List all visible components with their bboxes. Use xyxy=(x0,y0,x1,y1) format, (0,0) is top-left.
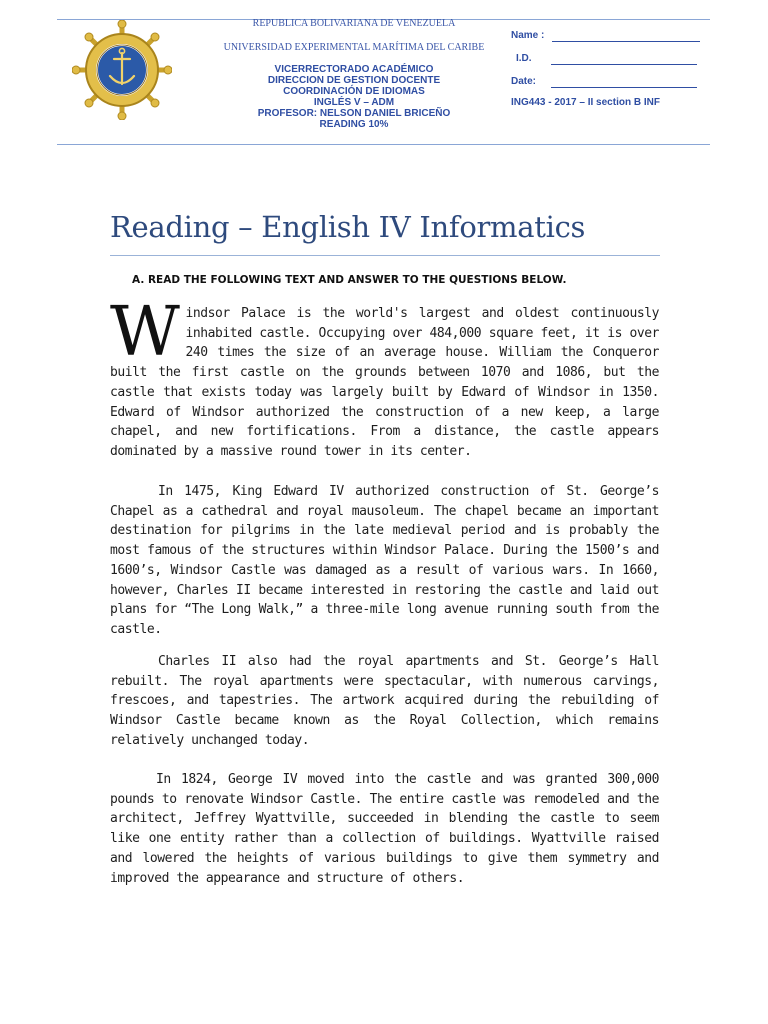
header-direccion: DIRECCION DE GESTION DOCENTE xyxy=(267,75,441,86)
paragraph-3: Charles II also had the royal apartments and St. George’s Hall rebuilt. The royal apartments were spectacular, with numerous carvings, frescoes, and tapestries. The artwork acquired during the rebuilding of Windsor Castle became known as the Royal Collection, which remains relatively unchanged today. xyxy=(110,654,659,748)
date-label: Date: xyxy=(511,76,537,87)
paragraph-1-text: indsor Palace is the world's largest and oldest continuously inhabited castle. Occupying over 484,000 square feet, it is over 240 times the size of an average house. William the Conqueror built the first castle on the grounds between 1070 and 1086, but the castle that exists today was largely built by Edward of Windsor in 1350. Edward of Windsor authorized the construction of a new keep, a large chapel, and new fortifications. From a distance, the castle appears dominated by a massive round tower in its center. xyxy=(110,306,659,459)
header-republic: REPUBLICA BOLIVARIANA DE VENEZUELA xyxy=(252,18,456,29)
id-label: I.D. xyxy=(516,53,532,64)
header-reading-weight: READING 10% xyxy=(319,119,389,130)
drop-cap: W xyxy=(110,293,180,372)
date-field[interactable] xyxy=(551,87,697,88)
section-instruction: A. READ THE FOLLOWING TEXT AND ANSWER TO THE QUESTIONS BELOW. xyxy=(132,274,567,286)
name-label: Name : xyxy=(511,30,545,41)
id-field[interactable] xyxy=(551,64,697,65)
header-course-name: INGLÉS V – ADM xyxy=(313,97,395,108)
page-title: Reading – English IV Informatics xyxy=(110,210,586,244)
name-field[interactable] xyxy=(552,41,700,42)
course-section: ING443 - 2017 – II section B INF xyxy=(511,97,660,108)
header-coordinacion: COORDINACIÓN DE IDIOMAS xyxy=(283,86,425,97)
header-professor: PROFESOR: NELSON DANIEL BRICEÑO xyxy=(257,108,451,119)
paragraph-1 xyxy=(110,293,659,462)
header-vicerrectorado: VICERRECTORADO ACADÉMICO xyxy=(274,64,434,75)
university-logo xyxy=(72,20,172,120)
header-university: UNIVERSIDAD EXPERIMENTAL MARÍTIMA DEL CARIBE xyxy=(223,42,485,53)
header-bottom-rule xyxy=(57,144,710,145)
title-underline xyxy=(110,255,660,256)
paragraph-4: In 1824, George IV moved into the castle and was granted 300,000 pounds to renovate Windsor Castle. The entire castle was remodeled and the architect, Jeffrey Wyattville, succeeded in blending the castle to seem like one entity rather than a collection of buildings. Wyattville raised and lowered the heights of various buildings to give them symmetry and improved the appearance and structure of others. xyxy=(110,772,659,886)
paragraph-2: In 1475, King Edward IV authorized construction of St. George’s Chapel as a cathedral and royal mausoleum. The chapel became an important destination for pilgrims in the late medieval period and is probably the most famous of the structures within Windsor Palace. During the 1500’s and 1600’s, Windsor Castle was damaged as a result of various wars. In 1660, however, Charles II became interested in restoring the castle and laid out plans for “The Long Walk,” a three-mile long avenue running south from the castle. xyxy=(110,484,659,637)
